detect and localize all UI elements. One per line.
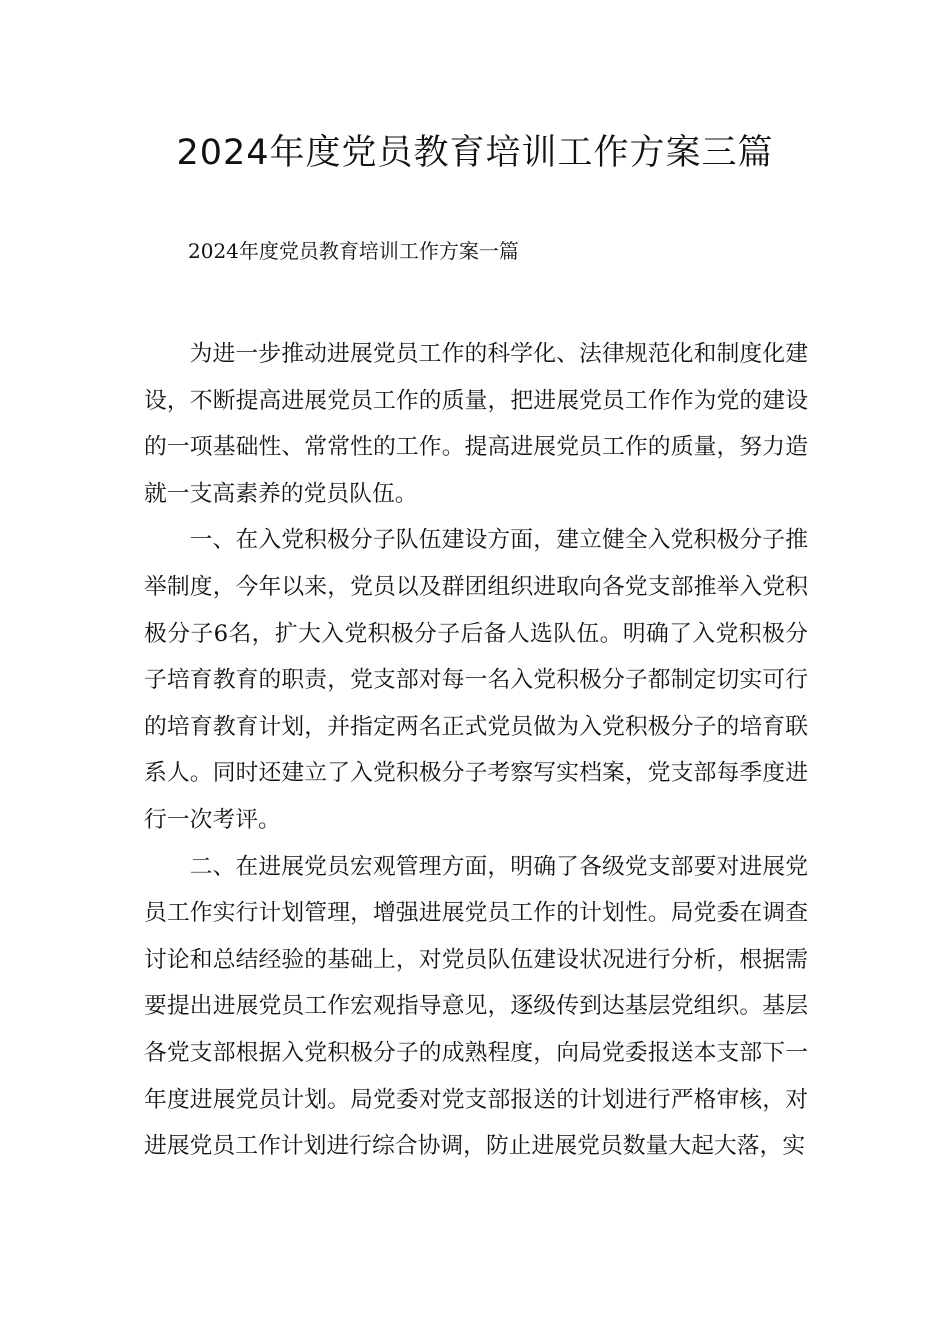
paragraph-section-two: 二、在进展党员宏观管理方面，明确了各级党支部要对进展党员工作实行计划管理，增强进展党员工作的计划性。局党委在调查讨论和总结经验的基础上，对党员队伍建设状况进行分析，根据需要提出进展党员工作宏观指导意见，逐级传到达基层党组织。基层各党支部根据入党积极分子的成熟程度，向局党委报送本支部下一年度进展党员计划。局党委对党支部报送的计划进行严格审核，对进展党员工作计划进行综合协调，防止进展党员数量大起大落，实 xyxy=(144,853,808,1160)
document-body xyxy=(144,331,808,1170)
document-title: 2024年度党员教育培训工作方案三篇 xyxy=(176,133,774,173)
paragraph-intro: 为进一步推动进展党员工作的科学化、法律规范化和制度化建设，不断提高进展党员工作的质量，把进展党员工作作为党的建设的一项基础性、常常性的工作。提高进展党员工作的质量，努力造就一支高素养的党员队伍。 xyxy=(144,341,808,507)
document-subtitle: 2024年度党员教育培训工作方案一篇 xyxy=(188,239,519,263)
paragraph-section-one: 一、在入党积极分子队伍建设方面，建立健全入党积极分子推举制度，今年以来，党员以及群团组织进取向各党支部推举入党积极分子6名，扩大入党积极分子后备人选队伍。明确了入党积极分子培育教育的职责，党支部对每一名入党积极分子都制定切实可行的培育教育计划，并指定两名正式党员做为入党积极分子的培育联系人。同时还建立了入党积极分子考察写实档案，党支部每季度进行一次考评。 xyxy=(144,527,808,833)
